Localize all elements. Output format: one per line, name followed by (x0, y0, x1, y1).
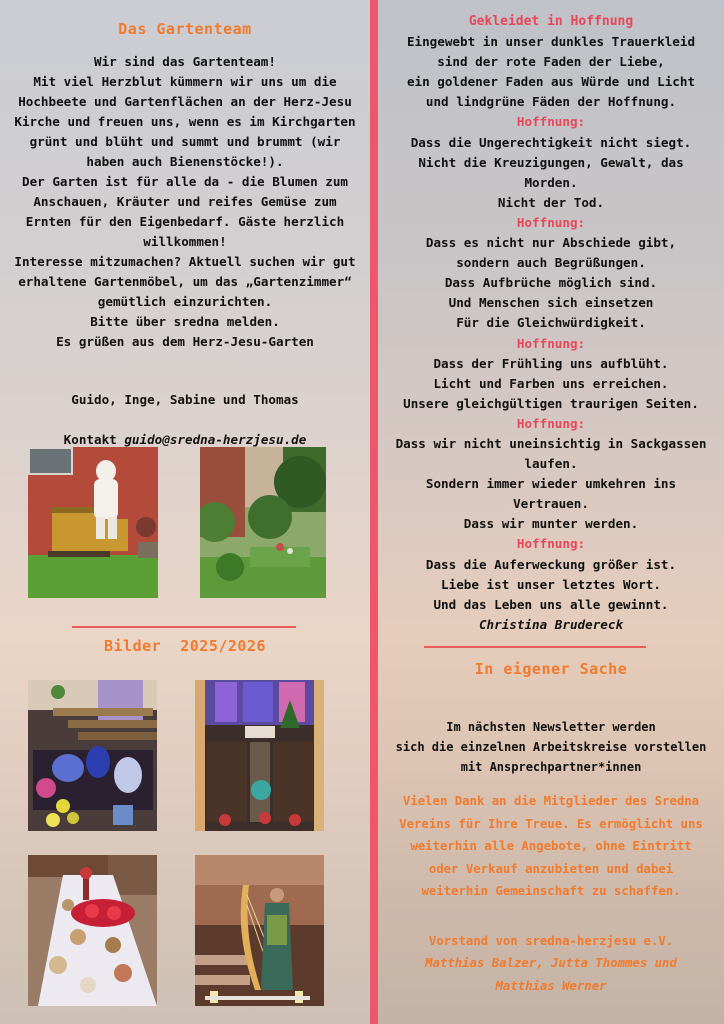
own-matters-title: In eigener Sache (474, 660, 628, 678)
poem-line: Liebe ist unser letztes Wort. (441, 576, 661, 592)
poem-line: Nicht die Kreuzigungen, Gewalt, das (418, 154, 684, 170)
hope-label: Hoffnung: (516, 114, 586, 130)
board-label: Vorstand von sredna-herzjesu e.V. (428, 934, 674, 948)
church-nativity-photo (28, 680, 157, 831)
poem-line: Eingewebt in unser dunkles Trauerkleid (406, 34, 696, 50)
poem-line: ein goldener Faden aus Würde und Licht (406, 74, 696, 90)
buffet-photo (28, 855, 157, 1006)
poem-line: Unsere gleichgültigen traurigen Seiten. (403, 395, 699, 411)
poem-line: Dass wir nicht uneinsichtig in Sackgassen (395, 435, 707, 451)
right-column (378, 0, 724, 1024)
contact-email[interactable]: guido@sredna-herzjesu.de (124, 432, 307, 447)
poem-line: Dass wir munter werden. (463, 516, 639, 532)
poem-line: Und das Leben uns alle gewinnt. (433, 596, 669, 612)
right-divider-line (424, 646, 646, 648)
poem-line: Dass es nicht nur Abschiede gibt, (425, 235, 677, 251)
garden-team-title: Das Gartenteam (118, 20, 252, 38)
thanks-text: Vielen Dank an die Mitglieder des Sredna Vereins für Ihre Treue. Es ermöglicht uns weiterhin alle Angebote, ohne Eintritt oder Verkauf anzubieten und dabei weiterhin Gemeinschaft zu schaffen. (399, 794, 703, 898)
garden-team-names: Guido, Inge, Sabine und Thomas (71, 392, 299, 407)
board-names: Matthias Balzer, Jutta Thommes und Matthias Werner (425, 956, 677, 993)
harpist-photo (195, 855, 324, 1006)
poem-line: Und Menschen sich einsetzen (448, 295, 654, 311)
poem (378, 12, 724, 635)
poem-line: und lindgrüne Fäden der Hoffnung. (425, 94, 677, 110)
poem-line: Vertrauen. (513, 496, 589, 512)
poem-line: sind der rote Faden der Liebe, (437, 54, 665, 70)
garden-team-intro: Wir sind das Gartenteam! Mit viel Herzblut kümmern wir uns um die Hochbeete und Gartenflächen an der Herz-Jesu Kirche und freuen uns, wenn es im Kirchgarten grünt und blüht und summt und brummt (wir haben auch Bienenstöcke!). Der Garten ist für alle da - die Blumen zum Anschauen, Kräuter und reifes Gemüse zum Ernten für den Eigenbedarf. Gäste herzlich willkommen! Interesse mitzumachen? Aktuell suchen wir gut erhaltene Gartenmöbel, um das „Gartenzimmer“ gemütlich einzurichten. Bitte über sredna melden. Es grüßen aus dem Herz-Jesu-Garten (14, 54, 356, 349)
newsletter-note: Im nächsten Newsletter werden sich die einzelnen Arbeitskreise vorstellen mit Ansprechpartner*innen (395, 720, 707, 774)
poem-line: Morden. (524, 174, 578, 190)
poem-line: Dass Aufbrüche möglich sind. (444, 275, 658, 291)
poem-line: laufen. (524, 456, 578, 472)
left-divider-line (72, 626, 296, 628)
contact-label: Kontakt (63, 432, 125, 447)
poem-line: Für die Gleichwürdigkeit. (456, 315, 646, 331)
poem-line: Licht und Farben uns erreichen. (433, 375, 669, 391)
poem-line: Sondern immer wieder umkehren ins (425, 476, 677, 492)
hope-label: Hoffnung: (516, 536, 586, 552)
pictures-title: Bilder 2025/2026 (103, 637, 267, 655)
garden-team-contact (14, 410, 356, 450)
poem-title: Gekleidet in Hoffnung (468, 14, 634, 29)
center-divider (370, 0, 378, 1024)
hope-label: Hoffnung: (516, 335, 586, 351)
poem-author: Christina Brudereck (478, 616, 624, 632)
church-interior-photo (195, 680, 324, 831)
beekeeper-photo (28, 447, 158, 598)
hope-label: Hoffnung: (516, 415, 586, 431)
poem-line: Dass die Auferweckung größer ist. (425, 556, 677, 572)
hope-label: Hoffnung: (516, 214, 586, 230)
poem-line: Nicht der Tod. (497, 194, 605, 210)
poem-line: Dass die Ungerechtigkeit nicht siegt. (410, 134, 692, 150)
garden-photo (200, 447, 326, 598)
poem-line: Dass der Frühling uns aufblüht. (433, 355, 669, 371)
poem-line: sondern auch Begrüßungen. (456, 255, 646, 271)
